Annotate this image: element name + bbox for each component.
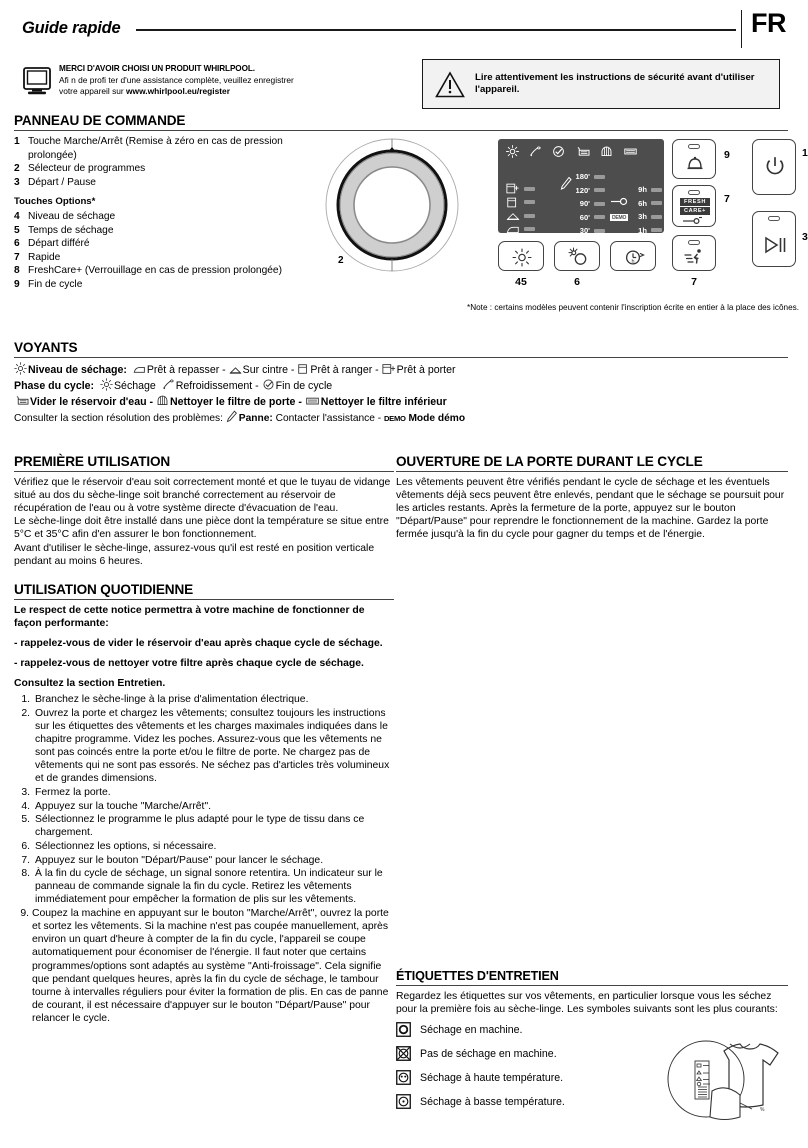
program-selector-dial[interactable]	[316, 135, 484, 275]
water-tank-icon	[14, 394, 29, 407]
drying-time-icon	[568, 247, 589, 267]
lcd-segment	[594, 215, 605, 219]
warning-triangle-icon	[435, 71, 465, 98]
door-opening-text: Les vêtements peuvent être vérifiés pendant le cycle de séchage et les éventuels vêtements déjà secs peuvent être enlevés, pendant que le séchage se poursuit pour les articles restants. Après la fermeture de la porte, appuyez sur le bouton "Départ/Pause" pour reprendre le fonctionnement de la machine. Gardez la porte fermée jusqu'à la fin du cycle pour gagner du temps et de l'énergie.	[396, 477, 785, 541]
button-number-3: 3	[802, 231, 808, 243]
step-item	[14, 800, 394, 813]
lcd-delay-row	[632, 224, 662, 238]
legend-label: Temps de séchage	[28, 224, 114, 236]
indicator-line-troubleshooting	[14, 410, 788, 426]
indicators-section	[14, 340, 788, 427]
water-tank-icon	[575, 145, 590, 158]
legend-label: FreshCare+ (Verrouillage en cas de pression prolongée)	[28, 265, 282, 277]
bell-icon	[684, 152, 706, 174]
legend-item	[14, 176, 314, 190]
dryness-item-1: Prêt à repasser -	[146, 364, 229, 376]
troubleshooting-prefix: Consulter la section résolution des problèmes:	[14, 413, 226, 425]
lcd-dryness-row	[506, 182, 535, 196]
legend-number: 3	[14, 176, 20, 188]
step-item	[14, 867, 394, 906]
lcd-dryness-row	[506, 223, 535, 237]
legend-number: 6	[14, 238, 20, 250]
dryness-level-button[interactable]	[498, 241, 544, 271]
key-lock-icon	[682, 216, 704, 224]
header-divider	[741, 10, 742, 48]
step-item	[14, 707, 394, 786]
step-item	[14, 854, 394, 867]
lcd-time-value: 30'	[579, 226, 590, 236]
lcd-segment	[524, 214, 535, 218]
button-caption-7: 7	[691, 276, 697, 288]
dryness-item-4: Prêt à porter	[396, 364, 456, 376]
care-labels-section	[396, 969, 788, 1118]
legend-number: 5	[14, 224, 20, 236]
daily-use-intro-3: - rappelez-vous de nettoyer votre filtre après chaque cycle de séchage.	[14, 658, 364, 670]
page-title: Guide rapide	[22, 19, 121, 37]
lcd-segment	[651, 228, 662, 232]
care-labels-heading: ÉTIQUETTES D'ENTRETIEN	[396, 969, 788, 986]
step-item	[14, 786, 394, 799]
lcd-segment	[524, 227, 535, 231]
start-pause-icon	[763, 236, 788, 254]
daily-use-intro-4: Consultez la section Entretien.	[14, 678, 166, 690]
door-filter-icon	[600, 145, 613, 158]
care-label-text: Pas de séchage en machine.	[420, 1047, 557, 1060]
step-number: 6.	[21, 841, 30, 853]
step-number: 1.	[21, 694, 30, 706]
page-header	[14, 8, 788, 58]
first-use-paragraph: Avant d'utiliser le sèche-linge, assurez-vous qu'il est resté en position verticale pendant au moins 6 heures.	[14, 542, 375, 567]
button-led-indicator	[768, 216, 780, 221]
daily-use-steps	[14, 693, 394, 1025]
drying-sun-icon	[100, 378, 113, 391]
control-panel-footnote: *Note : certains modèles peuvent contenir l'inscription écrite en entier à la place des icônes.	[467, 303, 799, 312]
door-opening-heading: OUVERTURE DE LA PORTE DURANT LE CYCLE	[396, 454, 788, 472]
tshirt-label-icon	[662, 1031, 780, 1123]
button-number-9: 9	[724, 149, 730, 161]
safety-warning-box	[422, 59, 780, 109]
lcd-time-column	[570, 170, 605, 238]
step-text: Coupez la machine en appuyant sur le bouton "Marche/Arrêt", ouvrez la porte et sortez les vêtements. Si la machine n'est pas coupée manuellement, après environ un quart d'heure à compter de la fin du cycle, l'appareil se coupe automatiquement pour économiser de l'énergie. Il faut noter que certains programmes/options sont adaptés au système "Anti-froissage". Cela signifie que pendant quelques heures, après la fin du cycle de séchage, le tambour tourne à intervalles réguliers pour éviter la formation de plis. En cas de panne de courant, il est nécessaire d'appuyer sur le bouton "Départ/Pause" pour relancer le cycle.	[32, 908, 389, 1024]
monitor-icon	[22, 66, 52, 96]
iron-icon	[133, 364, 146, 375]
fault-label: Panne:	[238, 413, 273, 425]
legend-item	[14, 278, 314, 292]
thanks-bold-line: MERCI D'AVOIR CHOISI UN PRODUIT WHIRLPOOL.	[59, 64, 255, 73]
legend-number: 8	[14, 265, 20, 277]
indicator-line-phase	[14, 378, 788, 394]
step-number: 9.	[20, 908, 29, 920]
lcd-segment	[651, 201, 662, 205]
step-number: 8.	[21, 868, 30, 880]
control-panel-legend	[14, 135, 314, 291]
legend-item	[14, 251, 314, 265]
lcd-time-row	[570, 170, 605, 184]
ready-to-wear-plus-icon	[382, 363, 396, 375]
first-use-paragraph: Le sèche-linge doit être installé dans une pièce dont la température se situe entre 5°C et 35°C afin d'en assurer le bon fonctionnement.	[14, 516, 389, 541]
control-panel-diagram	[312, 131, 808, 306]
iron-icon	[506, 224, 520, 235]
lcd-time-value: 90'	[579, 199, 590, 209]
lcd-demo-badge: DEMO	[612, 214, 627, 221]
step-number: 7.	[21, 854, 30, 866]
phase-item-1: Séchage	[113, 380, 156, 393]
end-of-cycle-button[interactable]	[672, 139, 716, 179]
care-labels-intro: Regardez les étiquettes sur vos vêtements, en particulier lorsque vous les séchez pour la première fois au sèche-linge. Les symboles suivants sont les plus courants:	[396, 991, 778, 1016]
rapid-button[interactable]	[672, 235, 716, 271]
step-text: Appuyez sur la touche "Marche/Arrêt".	[35, 800, 212, 812]
lcd-segment	[594, 202, 605, 206]
lcd-time-value: 180'	[575, 172, 590, 182]
ready-to-wear-icon	[297, 363, 309, 375]
control-panel-heading: PANNEAU DE COMMANDE	[14, 113, 788, 131]
header-rule	[136, 29, 736, 31]
tumble-dry-low-icon	[396, 1094, 411, 1109]
indicators-heading: VOYANTS	[14, 340, 788, 358]
lower-filter-icon	[623, 145, 638, 158]
thanks-text	[59, 64, 294, 97]
first-use-paragraph: Vérifiez que le réservoir d'eau soit correctement monté et que le tuyau de vidange situé au dos du sèche-linge soit branché correctement au réservoir de récupération de l'eau ou à votre système directe d'évacuation de l'eau.	[14, 477, 391, 515]
legend-item	[14, 224, 314, 238]
demo-badge: DEMO	[384, 414, 406, 424]
left-column	[14, 454, 394, 1026]
language-code: FR	[751, 8, 786, 38]
lcd-time-row	[570, 211, 605, 225]
legend-number: 1	[14, 136, 20, 147]
step-item	[14, 840, 394, 853]
dryness-item-2: Sur cintre -	[242, 364, 298, 376]
lcd-dryness-column	[506, 182, 535, 236]
care-label-text: Séchage à haute température.	[420, 1071, 564, 1084]
step-text: Sélectionnez les options, si nécessaire.	[35, 841, 217, 853]
lcd-segment	[594, 175, 605, 179]
control-panel-section	[14, 113, 808, 312]
lcd-segment	[524, 200, 535, 204]
lcd-time-row	[570, 184, 605, 198]
maintenance-item-1: Vider le réservoir d'eau -	[30, 396, 156, 409]
lcd-segment	[651, 215, 662, 219]
legend-label: Départ / Pause	[28, 176, 96, 188]
daily-use-intro-1: Le respect de cette notice permettra à votre machine de fonctionner de façon performante:	[14, 604, 365, 629]
button-led-indicator	[688, 144, 700, 149]
register-prefix: votre appareil sur	[59, 85, 127, 96]
legend-number: 7	[14, 251, 20, 263]
phase-item-3: Fin de cycle	[275, 380, 333, 393]
first-use-heading: PREMIÈRE UTILISATION	[14, 454, 394, 472]
button-number-8: 7	[724, 193, 730, 205]
drying-sun-icon	[506, 145, 519, 158]
rapid-runner-icon	[684, 248, 706, 266]
delay-clock-icon	[624, 248, 645, 267]
freshcare-badge	[680, 198, 710, 215]
step-number: 2.	[21, 707, 30, 719]
legend-item	[14, 210, 314, 224]
lcd-delay-value: 3h	[638, 212, 647, 222]
legend-number: 2	[14, 163, 20, 175]
right-column	[396, 454, 788, 542]
thanks-line-2: Afi n de profi ter d'une assistance complète, veuillez enregistrer	[59, 74, 294, 85]
lower-filter-icon	[305, 396, 320, 407]
cooling-icon	[529, 145, 542, 158]
legend-label: Sélecteur de programmes	[28, 163, 146, 175]
lcd-time-value: 60'	[579, 212, 590, 222]
start-pause-button[interactable]	[752, 211, 796, 267]
lcd-delay-value: 1h	[638, 225, 647, 235]
indicator-line-maintenance	[14, 394, 788, 410]
lcd-time-row	[570, 224, 605, 238]
step-item	[14, 813, 394, 839]
drying-sun-icon	[14, 362, 27, 375]
care-label-text: Séchage à basse température.	[420, 1095, 565, 1108]
legend-label: Touche Marche/Arrêt (Remise à zéro en cas de pression prolongée)	[28, 136, 283, 161]
hanger-icon	[229, 364, 242, 375]
legend-label: Rapide	[28, 251, 61, 263]
lcd-status-icon-row	[506, 145, 638, 158]
lcd-segment	[524, 187, 535, 191]
lcd-display	[498, 139, 664, 236]
lcd-segment	[594, 229, 605, 233]
quick-guide-page	[0, 8, 808, 1148]
delay-start-button[interactable]	[610, 241, 656, 271]
power-icon	[765, 156, 785, 178]
legend-item	[14, 162, 314, 176]
lcd-time-value: 120'	[575, 185, 590, 195]
lcd-delay-value: 9h	[638, 185, 647, 195]
legend-number: 4	[14, 211, 20, 222]
no-tumble-dry-icon	[396, 1046, 411, 1061]
intro-band	[22, 64, 782, 112]
legend-item	[14, 264, 314, 278]
dryness-level-icon	[512, 248, 532, 267]
freshcare-button[interactable]	[672, 185, 716, 227]
legend-label: Niveau de séchage	[28, 211, 116, 222]
svg-text:h: h	[631, 259, 635, 265]
svg-text:%: %	[760, 1107, 765, 1113]
lcd-delay-column	[632, 183, 662, 237]
step-text: Ouvrez la porte et chargez les vêtements; consultez toujours les instructions sur les étiquettes des vêtements et les charges maximales indiquées dans le chapitre programme. Videz les poches. Assurez-vous que les vêtements ne sont pas coincés entre la porte et/ou le filtre de porte. Ne chargez pas de vêtements qui ne sont pas essorés. Ne séchez pas d'articles très volumineux et de grandes dimensions.	[35, 707, 390, 785]
troubleshooting-mid: Contacter l'assistance -	[272, 413, 384, 425]
button-led-indicator	[688, 240, 700, 245]
lcd-delay-row	[632, 197, 662, 211]
ready-to-wear-icon	[506, 197, 520, 208]
legend-label: Départ différé	[28, 238, 90, 250]
maintenance-item-2: Nettoyer le filtre de porte -	[169, 396, 305, 409]
freshcare-badge-line1: FRESH	[680, 198, 710, 206]
button-caption-6: 6	[574, 276, 580, 288]
lcd-delay-row	[632, 183, 662, 197]
step-number: 3.	[21, 787, 30, 799]
safety-warning-text: Lire attentivement les instructions de sécurité avant d'utiliser l'appareil.	[475, 71, 755, 95]
freshcare-badge-line2: CARE+	[680, 206, 710, 215]
lcd-delay-row	[632, 210, 662, 224]
legend-number: 9	[14, 278, 20, 290]
step-number: 4.	[21, 800, 30, 812]
step-text: Sélectionnez le programme le plus adapté pour le type de tissu dans ce chargement.	[35, 814, 365, 839]
maintenance-item-3: Nettoyer le filtre inférieur	[320, 396, 447, 409]
lcd-dryness-row	[506, 196, 535, 210]
step-text: Branchez le sèche-linge à la prise d'alimentation électrique.	[35, 694, 309, 706]
cooling-icon	[162, 378, 175, 391]
end-of-cycle-icon	[262, 378, 275, 391]
hanger-icon	[506, 210, 520, 221]
door-filter-icon	[156, 394, 169, 407]
phase-item-2: Refroidissement -	[175, 380, 262, 393]
daily-use-intro-2: - rappelez-vous de vider le réservoir d'eau après chaque cycle de séchage.	[14, 637, 383, 649]
register-url: www.whirlpool.eu/register	[126, 85, 230, 96]
options-subheading: Touches Options*	[14, 196, 96, 208]
step-number: 5.	[21, 814, 30, 826]
legend-label: Fin de cycle	[28, 278, 83, 290]
indicator-line-dryness	[14, 362, 788, 378]
phase-label: Phase du cycle:	[14, 380, 95, 393]
dryness-item-3: Prêt à ranger -	[310, 364, 382, 376]
step-text: Appuyez sur le bouton "Départ/Pause" pour lancer le séchage.	[35, 854, 324, 866]
step-item	[14, 907, 394, 1025]
step-text: Fermez la porte.	[35, 787, 111, 799]
care-label-text: Séchage en machine.	[420, 1023, 523, 1036]
lcd-dryness-row	[506, 209, 535, 223]
step-item	[14, 693, 394, 706]
ready-to-wear-plus-icon	[506, 183, 520, 194]
end-of-cycle-icon	[552, 145, 565, 158]
daily-use-heading: UTILISATION QUOTIDIENNE	[14, 582, 394, 600]
button-led-indicator	[688, 190, 700, 195]
legend-item	[14, 237, 314, 251]
lcd-segment	[651, 188, 662, 192]
fault-wrench-icon	[226, 410, 238, 423]
lcd-segment	[594, 188, 605, 192]
demo-mode-label: Mode démo	[408, 413, 466, 425]
lcd-delay-value: 6h	[638, 198, 647, 208]
step-text: À la fin du cycle de séchage, un signal sonore retentira. Un indicateur sur le panneau de commande signale la fin du cycle. Retirez les vêtements immédiatement pour empêcher la formation de plis sur les vêtements.	[35, 868, 383, 906]
lcd-time-row	[570, 197, 605, 211]
dryness-label: Niveau de séchage:	[28, 364, 127, 376]
legend-item	[14, 135, 314, 162]
drying-time-button[interactable]	[554, 241, 600, 271]
key-lock-icon	[610, 197, 628, 206]
tumble-dry-icon	[396, 1022, 411, 1037]
button-number-1: 1	[802, 147, 808, 159]
thanks-line-3	[59, 86, 294, 97]
thanks-block	[22, 64, 412, 97]
button-caption-45: 45	[515, 276, 527, 288]
dial-number-label: 2	[338, 255, 344, 266]
tumble-dry-high-icon	[396, 1070, 411, 1085]
power-button[interactable]	[752, 139, 796, 195]
